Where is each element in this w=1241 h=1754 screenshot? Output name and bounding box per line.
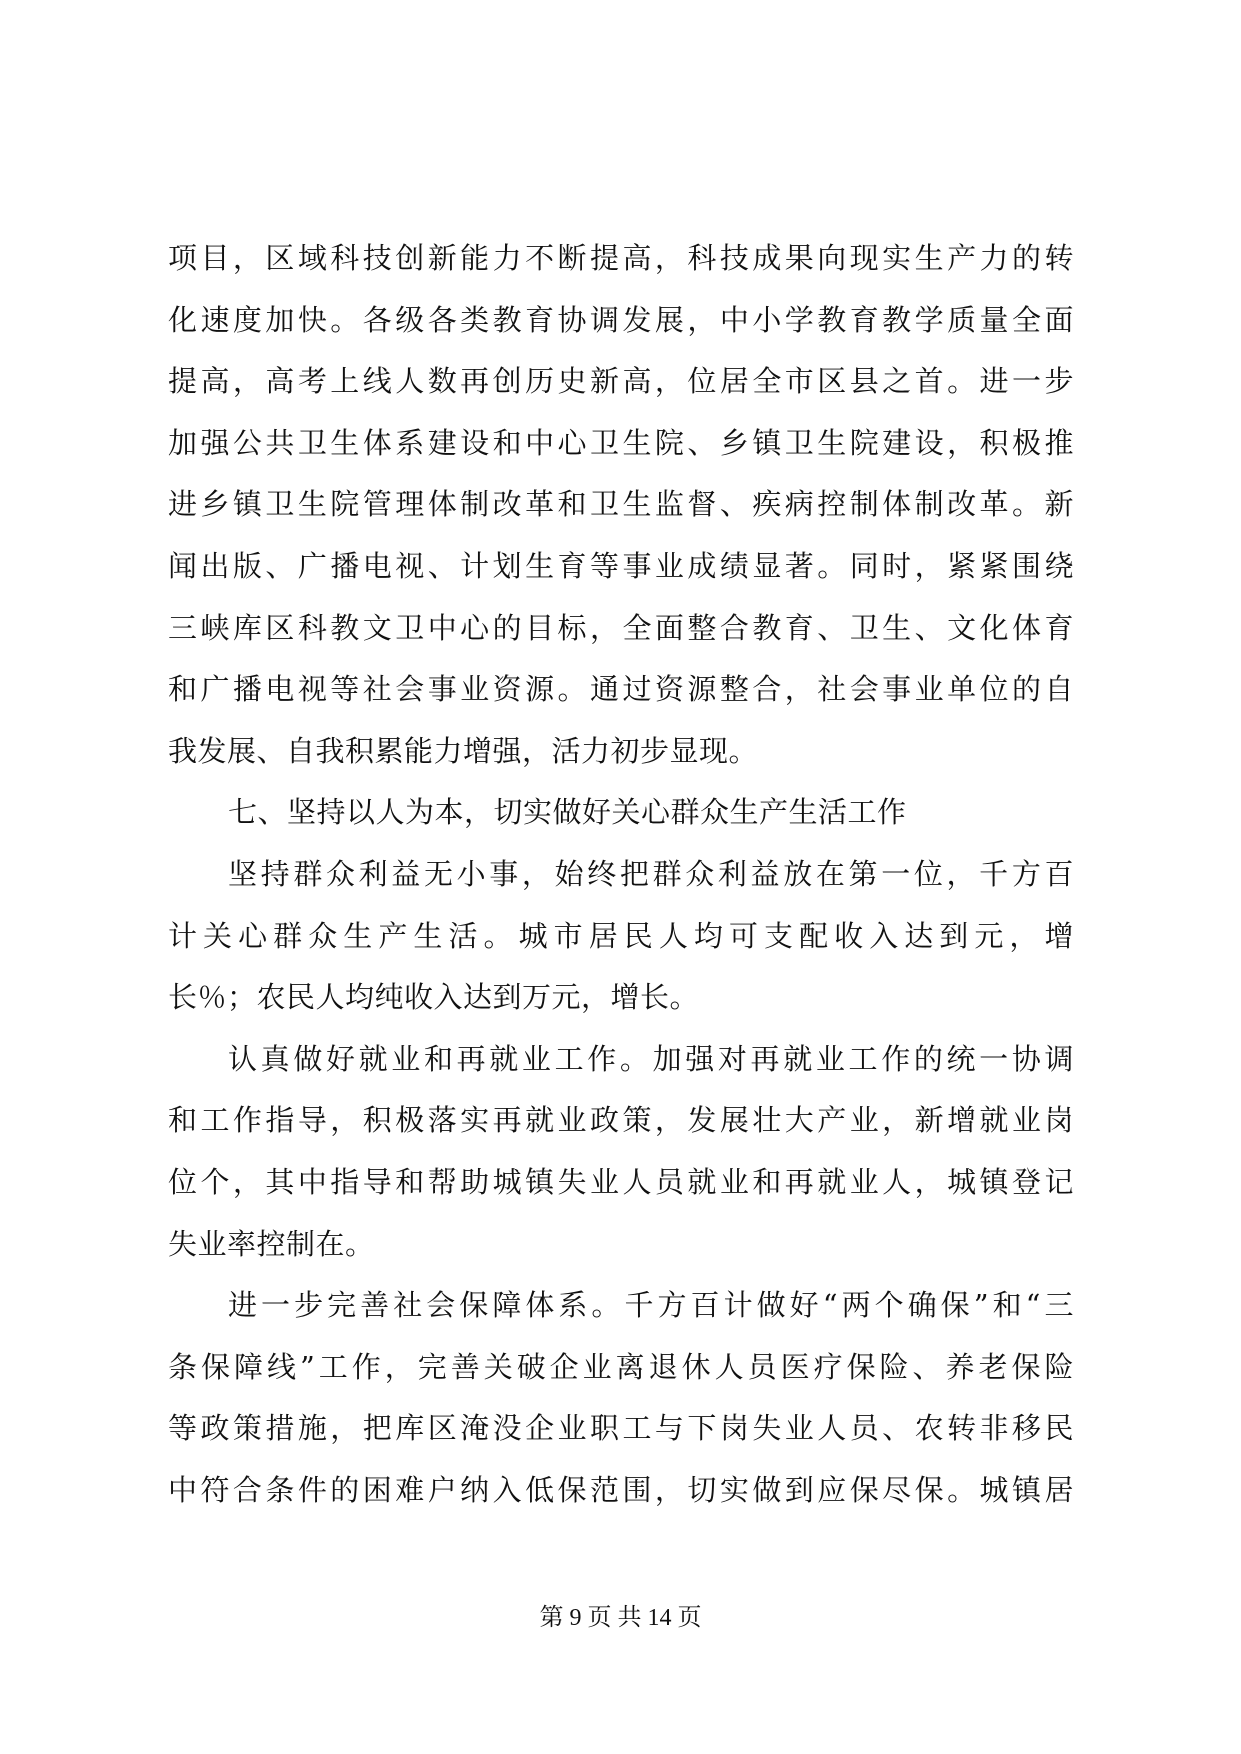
text-line: 和工作指导，积极落实再就业政策，发展壮大产业，新增就业岗	[168, 1103, 1074, 1138]
text-line: 进乡镇卫生院管理体制改革和卫生监督、疾病控制体制改革。新	[168, 487, 1074, 522]
text-line: 三峡库区科教文卫中心的目标，全面整合教育、卫生、文化体育	[168, 610, 1074, 645]
text-line: 认真做好就业和再就业工作。加强对再就业工作的统一协调	[228, 1041, 1074, 1076]
text-line: 等政策措施，把库区淹没企业职工与下岗失业人员、农转非移民	[168, 1411, 1074, 1446]
text-line: 位个，其中指导和帮助城镇失业人员就业和再就业人，城镇登记	[168, 1164, 1074, 1199]
text-line: 我发展、自我积累能力增强，活力初步显现。	[168, 733, 759, 768]
text-line: 坚持群众利益无小事，始终把群众利益放在第一位，千方百	[228, 856, 1074, 891]
document-body	[168, 228, 1074, 1521]
text-line: 化速度加快。各级各类教育协调发展，中小学教育教学质量全面	[168, 302, 1074, 337]
text-line: 闻出版、广播电视、计划生育等事业成绩显著。同时，紧紧围绕	[168, 548, 1074, 583]
text-line: 长％；农民人均纯收入达到万元，增长。	[168, 980, 700, 1015]
text-line: 进一步完善社会保障体系。千方百计做好“两个确保”和“三	[228, 1288, 1074, 1323]
section-heading: 七、坚持以人为本，切实做好关心群众生产生活工作	[228, 795, 907, 830]
text-line: 计关心群众生产生活。城市居民人均可支配收入达到元，增	[168, 918, 1074, 953]
text-line: 失业率控制在。	[168, 1226, 375, 1261]
text-line: 加强公共卫生体系建设和中心卫生院、乡镇卫生院建设，积极推	[168, 425, 1074, 460]
text-line: 和广播电视等社会事业资源。通过资源整合，社会事业单位的自	[168, 672, 1074, 707]
text-line: 项目，区域科技创新能力不断提高，科技成果向现实生产力的转	[168, 241, 1074, 275]
text-line: 条保障线”工作，完善关破企业离退休人员医疗保险、养老保险	[168, 1349, 1074, 1384]
page-number: 第 9 页 共 14 页	[539, 1605, 702, 1631]
text-line: 中符合条件的困难户纳入低保范围，切实做到应保尽保。城镇居	[168, 1472, 1074, 1507]
text-line: 提高，高考上线人数再创历史新高，位居全市区县之首。进一步	[168, 364, 1074, 399]
